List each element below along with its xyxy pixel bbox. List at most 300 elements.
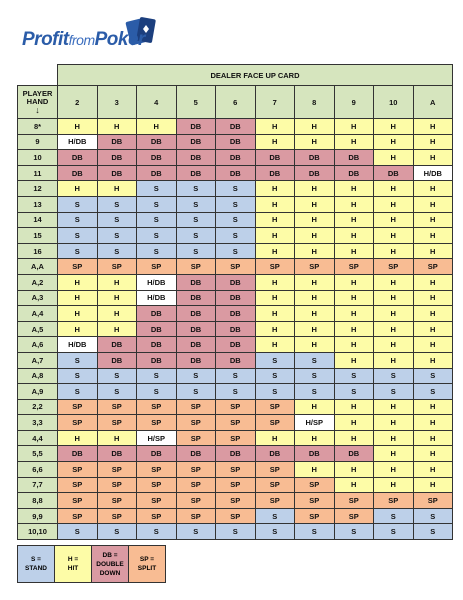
action-cell: H <box>334 134 374 150</box>
action-cell: SP <box>374 259 414 275</box>
player-hand-cell: 9,9 <box>18 508 58 524</box>
action-cell: H <box>295 337 335 353</box>
action-cell: DB <box>334 446 374 462</box>
action-cell: H <box>97 119 137 135</box>
action-cell: H <box>374 415 414 431</box>
action-cell: H <box>295 228 335 244</box>
action-cell: H <box>334 399 374 415</box>
action-cell: H <box>374 337 414 353</box>
legend-item <box>55 546 92 583</box>
action-cell: H <box>413 181 453 197</box>
action-cell: H <box>374 243 414 259</box>
action-cell: DB <box>216 337 256 353</box>
legend <box>17 545 166 583</box>
action-cell: S <box>137 243 177 259</box>
action-cell: SP <box>58 508 98 524</box>
action-cell: H <box>58 306 98 322</box>
action-cell: H <box>58 321 98 337</box>
action-cell: SP <box>176 477 216 493</box>
action-cell: SP <box>295 493 335 509</box>
dealer-card-header: 9 <box>334 86 374 119</box>
action-cell: S <box>137 368 177 384</box>
action-cell: H <box>295 306 335 322</box>
action-cell: DB <box>295 150 335 166</box>
action-cell: SP <box>255 462 295 478</box>
action-cell: S <box>137 228 177 244</box>
player-hand-cell: 8,8 <box>18 493 58 509</box>
action-cell: S <box>176 228 216 244</box>
action-cell: S <box>58 228 98 244</box>
action-cell: S <box>97 384 137 400</box>
action-cell: H <box>413 243 453 259</box>
action-cell: SP <box>58 399 98 415</box>
action-cell: H/SP <box>137 430 177 446</box>
table-row <box>18 196 453 212</box>
action-cell: S <box>255 384 295 400</box>
action-cell: DB <box>176 306 216 322</box>
action-cell: H <box>374 352 414 368</box>
player-hand-cell: A,A <box>18 259 58 275</box>
player-hand-cell: A,9 <box>18 384 58 400</box>
table-row <box>18 493 453 509</box>
action-cell: SP <box>97 477 137 493</box>
action-cell: DB <box>216 352 256 368</box>
action-cell: SP <box>137 493 177 509</box>
action-cell: S <box>176 368 216 384</box>
action-cell: H <box>295 321 335 337</box>
action-cell: H <box>255 212 295 228</box>
action-cell: H <box>374 119 414 135</box>
action-cell: H <box>374 181 414 197</box>
legend-meaning: DOUBLE DOWN <box>96 560 124 577</box>
action-cell: S <box>97 243 137 259</box>
action-cell: H <box>413 119 453 135</box>
action-cell: SP <box>255 415 295 431</box>
action-cell: DB <box>97 134 137 150</box>
player-hand-cell: 16 <box>18 243 58 259</box>
action-cell: DB <box>295 165 335 181</box>
action-cell: H <box>255 181 295 197</box>
action-cell: S <box>58 212 98 228</box>
action-cell: SP <box>176 259 216 275</box>
action-cell: H <box>374 196 414 212</box>
action-cell: H <box>413 290 453 306</box>
legend-item <box>129 546 166 583</box>
action-cell: H <box>58 290 98 306</box>
action-cell: H <box>295 399 335 415</box>
action-cell: H <box>334 212 374 228</box>
action-cell: H <box>413 477 453 493</box>
player-hand-cell: A,4 <box>18 306 58 322</box>
action-cell: DB <box>97 446 137 462</box>
table-row <box>18 384 453 400</box>
action-cell: SP <box>374 493 414 509</box>
player-hand-header <box>18 86 58 119</box>
action-cell: S <box>97 212 137 228</box>
action-cell: H <box>334 462 374 478</box>
action-cell: SP <box>295 259 335 275</box>
action-cell: DB <box>137 306 177 322</box>
action-cell: H <box>374 290 414 306</box>
action-cell: DB <box>58 150 98 166</box>
player-hand-cell: A,7 <box>18 352 58 368</box>
action-cell: DB <box>216 306 256 322</box>
action-cell: H <box>413 196 453 212</box>
action-cell: S <box>374 508 414 524</box>
player-hand-cell: 12 <box>18 181 58 197</box>
action-cell: DB <box>295 446 335 462</box>
action-cell: DB <box>216 446 256 462</box>
action-cell: S <box>295 352 335 368</box>
action-cell: DB <box>137 150 177 166</box>
action-cell: SP <box>255 259 295 275</box>
action-cell: S <box>58 243 98 259</box>
action-cell: DB <box>97 352 137 368</box>
action-cell: H <box>295 243 335 259</box>
action-cell: SP <box>137 415 177 431</box>
action-cell: SP <box>334 259 374 275</box>
action-cell: H <box>413 337 453 353</box>
action-cell: DB <box>216 150 256 166</box>
action-cell: DB <box>137 337 177 353</box>
action-cell: H/DB <box>137 290 177 306</box>
action-cell: H <box>334 415 374 431</box>
table-row <box>18 337 453 353</box>
action-cell: H <box>334 119 374 135</box>
dealer-card-row <box>18 86 453 119</box>
legend-row <box>18 546 166 583</box>
action-cell: H <box>413 352 453 368</box>
player-hand-cell: 4,4 <box>18 430 58 446</box>
logo-text: ProfitfromPoker <box>22 29 145 50</box>
action-cell: H <box>295 119 335 135</box>
action-cell: H <box>255 196 295 212</box>
table-row <box>18 150 453 166</box>
legend-key: H = <box>67 556 79 563</box>
action-cell: H <box>374 150 414 166</box>
action-cell: H <box>413 430 453 446</box>
table-row <box>18 508 453 524</box>
action-cell: SP <box>176 493 216 509</box>
action-cell: DB <box>58 446 98 462</box>
action-cell: S <box>295 524 335 540</box>
action-cell: SP <box>97 259 137 275</box>
action-cell: H <box>374 134 414 150</box>
action-cell: H <box>413 134 453 150</box>
action-cell: S <box>216 524 256 540</box>
action-cell: H <box>255 337 295 353</box>
player-hand-cell: 14 <box>18 212 58 228</box>
table-row <box>18 119 453 135</box>
action-cell: H <box>97 306 137 322</box>
action-cell: S <box>334 384 374 400</box>
table-row <box>18 259 453 275</box>
player-hand-cell: 15 <box>18 228 58 244</box>
dealer-card-header: 10 <box>374 86 414 119</box>
action-cell: DB <box>176 274 216 290</box>
action-cell: S <box>58 352 98 368</box>
action-cell: H <box>255 306 295 322</box>
action-cell: SP <box>176 399 216 415</box>
legend-item <box>92 546 129 583</box>
player-hand-cell: 8* <box>18 119 58 135</box>
action-cell: H <box>413 399 453 415</box>
action-cell: H <box>58 430 98 446</box>
action-cell: H <box>413 446 453 462</box>
action-cell: S <box>374 524 414 540</box>
action-cell: SP <box>216 493 256 509</box>
player-hand-cell: 6,6 <box>18 462 58 478</box>
table-row <box>18 274 453 290</box>
action-cell: SP <box>216 259 256 275</box>
action-cell: S <box>255 508 295 524</box>
dealer-card-header: 8 <box>295 86 335 119</box>
action-cell: S <box>255 368 295 384</box>
player-hand-cell: 5,5 <box>18 446 58 462</box>
action-cell: S <box>137 212 177 228</box>
action-cell: H <box>334 337 374 353</box>
action-cell: SP <box>97 508 137 524</box>
action-cell: H/DB <box>58 134 98 150</box>
action-cell: SP <box>255 493 295 509</box>
player-hand-cell: A,8 <box>18 368 58 384</box>
action-cell: S <box>137 384 177 400</box>
action-cell: H <box>255 228 295 244</box>
dealer-title-row <box>18 65 453 86</box>
legend-key: S = <box>31 556 41 563</box>
action-cell: DB <box>97 165 137 181</box>
table-row <box>18 368 453 384</box>
action-cell: S <box>137 196 177 212</box>
action-cell: DB <box>176 337 216 353</box>
action-cell: H <box>413 212 453 228</box>
player-hand-cell: A,6 <box>18 337 58 353</box>
action-cell: SP <box>255 477 295 493</box>
action-cell: S <box>58 524 98 540</box>
action-cell: DB <box>137 134 177 150</box>
player-hand-cell: 3,3 <box>18 415 58 431</box>
action-cell: S <box>216 196 256 212</box>
legend-meaning: HIT <box>67 565 79 572</box>
action-cell: DB <box>216 274 256 290</box>
action-cell: DB <box>176 290 216 306</box>
action-cell: H <box>58 181 98 197</box>
dealer-card-header: 2 <box>58 86 98 119</box>
table-row <box>18 462 453 478</box>
table-row <box>18 165 453 181</box>
action-cell: SP <box>137 462 177 478</box>
action-cell: DB <box>58 165 98 181</box>
action-cell: H <box>374 446 414 462</box>
action-cell: SP <box>295 477 335 493</box>
player-hand-cell: 7,7 <box>18 477 58 493</box>
table-row <box>18 415 453 431</box>
action-cell: H <box>374 306 414 322</box>
action-cell: H <box>255 243 295 259</box>
action-cell: SP <box>334 493 374 509</box>
action-cell: H <box>295 462 335 478</box>
legend-meaning: STAND <box>25 565 47 572</box>
player-hand-cell: 13 <box>18 196 58 212</box>
action-cell: SP <box>97 462 137 478</box>
action-cell: SP <box>216 462 256 478</box>
action-cell: H <box>374 321 414 337</box>
action-cell: H <box>58 119 98 135</box>
action-cell: DB <box>97 150 137 166</box>
action-cell: SP <box>255 399 295 415</box>
dealer-card-header: 6 <box>216 86 256 119</box>
action-cell: DB <box>216 165 256 181</box>
legend-key: SP = <box>139 556 155 563</box>
action-cell: H <box>137 119 177 135</box>
action-cell: H <box>295 290 335 306</box>
action-cell: SP <box>137 477 177 493</box>
table-row <box>18 290 453 306</box>
action-cell: DB <box>137 321 177 337</box>
action-cell: S <box>137 181 177 197</box>
table-row <box>18 243 453 259</box>
action-cell: SP <box>58 493 98 509</box>
action-cell: H <box>374 274 414 290</box>
action-cell: H <box>295 134 335 150</box>
action-cell: H <box>334 181 374 197</box>
action-cell: S <box>216 384 256 400</box>
action-cell: H <box>334 477 374 493</box>
action-cell: H <box>413 150 453 166</box>
action-cell: DB <box>176 165 216 181</box>
action-cell: H <box>334 430 374 446</box>
action-cell: S <box>374 384 414 400</box>
action-cell: S <box>97 368 137 384</box>
action-cell: DB <box>216 321 256 337</box>
action-cell: H <box>334 352 374 368</box>
legend-key: DB = <box>102 551 118 559</box>
action-cell: SP <box>413 493 453 509</box>
action-cell: SP <box>216 508 256 524</box>
dealer-card-header: 7 <box>255 86 295 119</box>
action-cell: S <box>255 352 295 368</box>
action-cell: DB <box>216 134 256 150</box>
player-hand-cell: 10 <box>18 150 58 166</box>
action-cell: H <box>334 290 374 306</box>
action-cell: SP <box>137 399 177 415</box>
action-cell: S <box>413 368 453 384</box>
action-cell: H <box>97 290 137 306</box>
action-cell: H <box>374 212 414 228</box>
action-cell: H <box>334 243 374 259</box>
action-cell: H <box>97 430 137 446</box>
action-cell: H <box>374 430 414 446</box>
action-cell: DB <box>176 446 216 462</box>
down-arrow-icon: ↓ <box>35 104 40 115</box>
player-hand-cell: A,5 <box>18 321 58 337</box>
dealer-title: DEALER FACE UP CARD <box>58 65 453 86</box>
action-cell: SP <box>58 259 98 275</box>
strategy-table <box>17 64 453 540</box>
action-cell: DB <box>176 119 216 135</box>
corner-blank <box>18 65 58 86</box>
action-cell: S <box>295 368 335 384</box>
action-cell: S <box>413 508 453 524</box>
action-cell: DB <box>137 446 177 462</box>
table-row <box>18 134 453 150</box>
action-cell: S <box>216 212 256 228</box>
table-row <box>18 446 453 462</box>
action-cell: S <box>176 196 216 212</box>
action-cell: S <box>58 368 98 384</box>
action-cell: H <box>255 134 295 150</box>
action-cell: SP <box>176 462 216 478</box>
action-cell: H <box>334 321 374 337</box>
action-cell: SP <box>137 259 177 275</box>
action-cell: H <box>374 477 414 493</box>
action-cell: SP <box>97 493 137 509</box>
action-cell: H <box>374 462 414 478</box>
action-cell: S <box>334 368 374 384</box>
action-cell: H <box>255 119 295 135</box>
player-hand-cell: 2,2 <box>18 399 58 415</box>
action-cell: DB <box>137 352 177 368</box>
action-cell: S <box>97 228 137 244</box>
table-row <box>18 212 453 228</box>
action-cell: DB <box>176 352 216 368</box>
action-cell: H <box>295 181 335 197</box>
action-cell: DB <box>334 165 374 181</box>
action-cell: H <box>374 399 414 415</box>
action-cell: SP <box>216 415 256 431</box>
action-cell: H <box>58 274 98 290</box>
action-cell: S <box>255 524 295 540</box>
action-cell: S <box>176 243 216 259</box>
action-cell: DB <box>255 446 295 462</box>
table-row <box>18 306 453 322</box>
action-cell: SP <box>295 508 335 524</box>
action-cell: H <box>413 274 453 290</box>
table-row <box>18 352 453 368</box>
player-hand-cell: 9 <box>18 134 58 150</box>
table-row <box>18 321 453 337</box>
action-cell: DB <box>176 134 216 150</box>
legend-meaning: SPLIT <box>137 565 157 572</box>
action-cell: S <box>334 524 374 540</box>
action-cell: DB <box>255 165 295 181</box>
action-cell: H <box>413 415 453 431</box>
player-hand-cell: 10,10 <box>18 524 58 540</box>
action-cell: S <box>176 384 216 400</box>
table-row <box>18 399 453 415</box>
action-cell: S <box>176 212 216 228</box>
action-cell: H/DB <box>137 274 177 290</box>
action-cell: SP <box>97 415 137 431</box>
table-row <box>18 477 453 493</box>
action-cell: H <box>255 274 295 290</box>
action-cell: H/DB <box>58 337 98 353</box>
action-cell: S <box>295 384 335 400</box>
action-cell: S <box>176 524 216 540</box>
action-cell: H <box>413 306 453 322</box>
action-cell: SP <box>97 399 137 415</box>
player-hand-cell: A,3 <box>18 290 58 306</box>
action-cell: H <box>295 212 335 228</box>
action-cell: H <box>255 290 295 306</box>
action-cell: H <box>295 196 335 212</box>
action-cell: S <box>216 243 256 259</box>
legend-item <box>18 546 55 583</box>
action-cell: H <box>334 274 374 290</box>
player-hand-cell: 11 <box>18 165 58 181</box>
action-cell: H <box>255 321 295 337</box>
action-cell: DB <box>137 165 177 181</box>
